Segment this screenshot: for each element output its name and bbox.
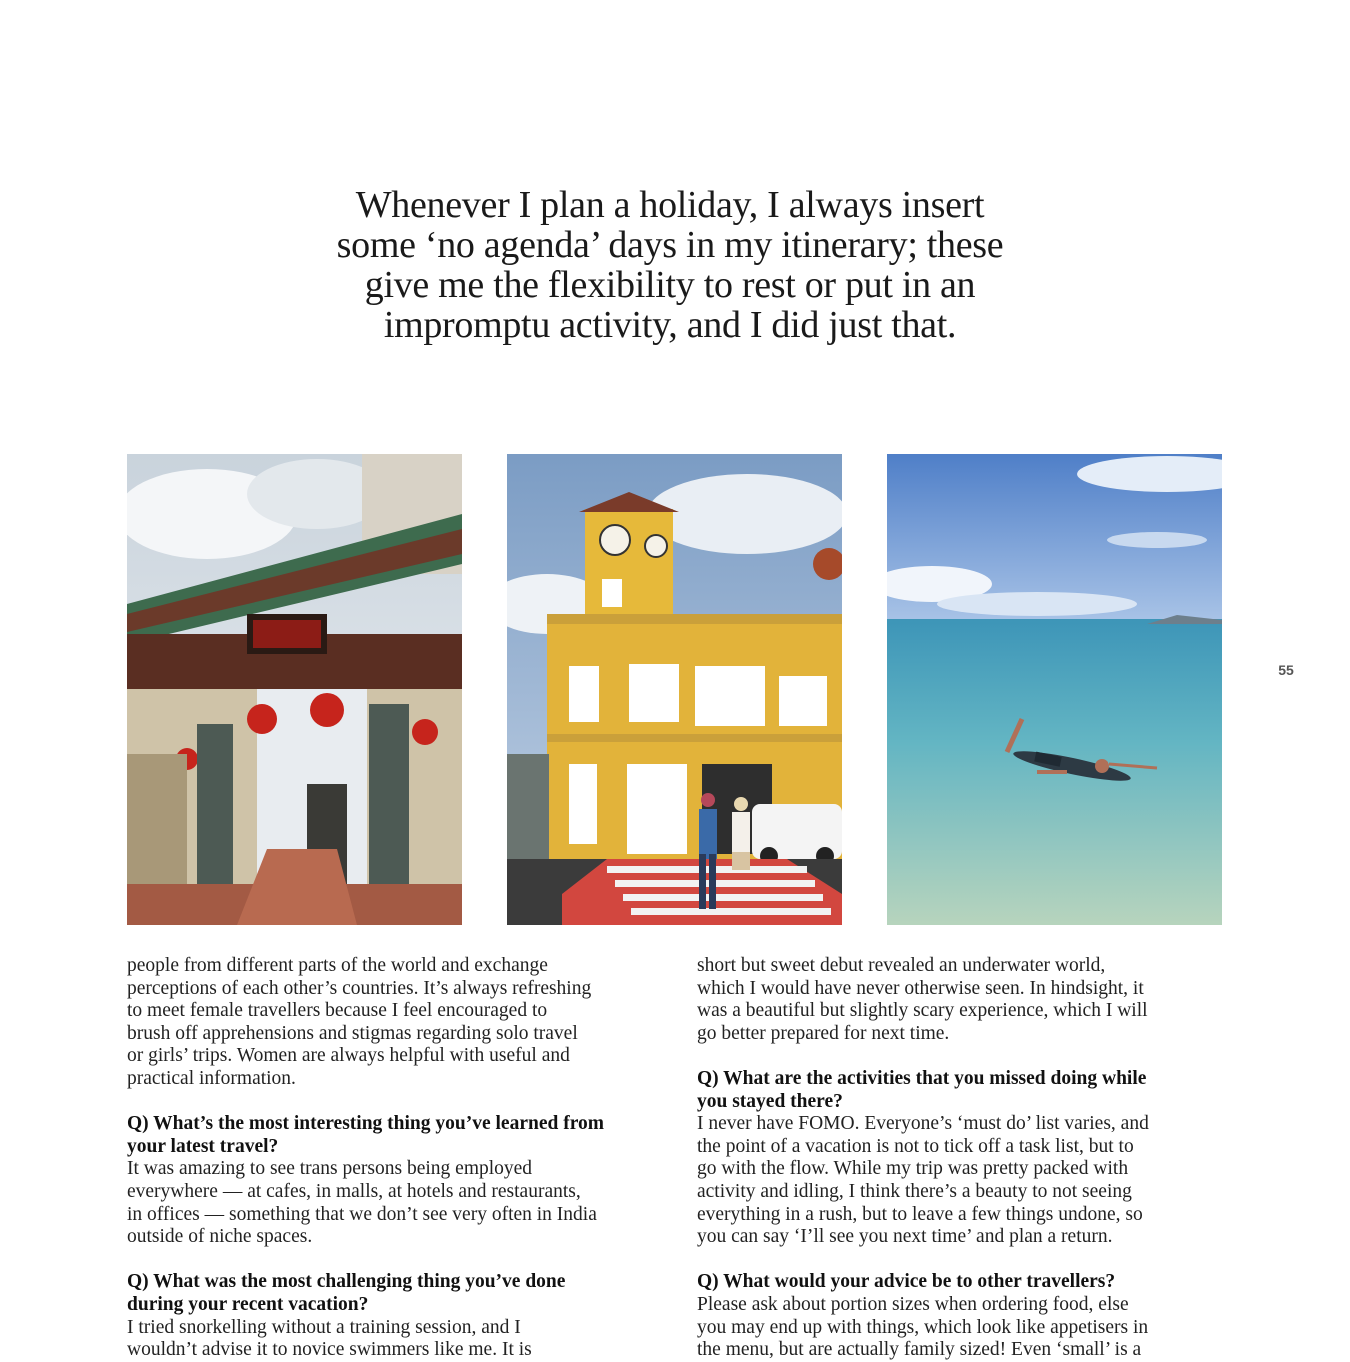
answer-paragraph xyxy=(697,1113,1237,1249)
text-line: you can say ‘I’ll see you next time’ and plan a return. xyxy=(697,1226,1113,1248)
answer-paragraph xyxy=(127,1158,667,1248)
question-heading xyxy=(127,1271,667,1316)
pull-quote xyxy=(270,185,1070,345)
text-line: Please ask about portion sizes when ordering food, else xyxy=(697,1293,1129,1315)
text-line: in offices — something that we don’t see very often in India xyxy=(127,1203,597,1225)
text-line: I tried snorkelling without a training session, and I xyxy=(127,1316,521,1338)
text-line: everything in a rush, but to leave a few things undone, so xyxy=(697,1203,1143,1225)
photo-clock-tower xyxy=(507,454,842,925)
question-heading xyxy=(127,1113,667,1158)
text-line: or girls’ trips. Women are always helpful with useful and xyxy=(127,1045,570,1067)
text-line: you stayed there? xyxy=(697,1090,843,1112)
answer-paragraph xyxy=(127,1317,667,1362)
text-line: activity and idling, I think there’s a beauty to not seeing xyxy=(697,1180,1132,1202)
page-number: 55 xyxy=(1278,662,1294,678)
answer-paragraph xyxy=(697,1294,1237,1362)
spacer xyxy=(697,1249,1237,1272)
text-line: everywhere — at cafes, in malls, at hotels and restaurants, xyxy=(127,1180,581,1202)
text-line: It was amazing to see trans persons being employed xyxy=(127,1158,533,1180)
photo-sea-floating xyxy=(887,454,1222,925)
spacer xyxy=(697,1045,1237,1068)
spacer xyxy=(127,1091,667,1114)
text-line: Q) What are the activities that you missed doing while xyxy=(697,1067,1147,1089)
text-line: outside of niche spaces. xyxy=(127,1226,313,1248)
text-line: Q) What would your advice be to other travellers? xyxy=(697,1271,1116,1293)
body-paragraph xyxy=(127,955,667,1091)
text-line: go with the flow. While my trip was pretty packed with xyxy=(697,1158,1129,1180)
text-line: to meet female travellers because I feel encouraged to xyxy=(127,1000,548,1022)
spacer xyxy=(127,1249,667,1272)
left-column xyxy=(127,955,667,1362)
text-line: your latest travel? xyxy=(127,1135,279,1157)
text-line: people from different parts of the world and exchange xyxy=(127,955,548,976)
text-line: perceptions of each other’s countries. It’s always refreshing xyxy=(127,977,592,999)
right-column xyxy=(697,955,1237,1362)
text-line: short but sweet debut revealed an underwater world, xyxy=(697,955,1106,976)
text-line: you may end up with things, which look like appetisers in xyxy=(697,1316,1149,1338)
text-line: practical information. xyxy=(127,1067,296,1089)
text-line: the menu, but are actually family sized! Even ‘small’ is a xyxy=(697,1339,1142,1361)
text-line: Q) What was the most challenging thing you’ve done xyxy=(127,1271,566,1293)
text-line: the point of a vacation is not to tick off a task list, but to xyxy=(697,1135,1134,1157)
question-heading xyxy=(697,1271,1237,1294)
question-heading xyxy=(697,1068,1237,1113)
text-line: which I would have never otherwise seen. In hindsight, it xyxy=(697,977,1144,999)
text-line: brush off apprehensions and stigmas regarding solo travel xyxy=(127,1022,578,1044)
pull-quote-line: some ‘no agenda’ days in my itinerary; these xyxy=(336,224,1004,266)
text-line: was a beautiful but slightly scary experience, which I will xyxy=(697,1000,1148,1022)
text-line: during your recent vacation? xyxy=(127,1293,369,1315)
pull-quote-line: Whenever I plan a holiday, I always insert xyxy=(355,184,985,226)
text-line: go better prepared for next time. xyxy=(697,1022,950,1044)
text-line: wouldn’t advise it to novice swimmers like me. It is xyxy=(127,1339,532,1361)
text-line: I never have FOMO. Everyone’s ‘must do’ list varies, and xyxy=(697,1113,1149,1135)
pull-quote-line: give me the flexibility to rest or put in an xyxy=(364,264,976,306)
pull-quote-line: impromptu activity, and I did just that. xyxy=(383,304,957,346)
body-paragraph xyxy=(697,955,1237,1045)
photo-temple-gate xyxy=(127,454,462,925)
text-line: Q) What’s the most interesting thing you’ve learned from xyxy=(127,1113,604,1135)
